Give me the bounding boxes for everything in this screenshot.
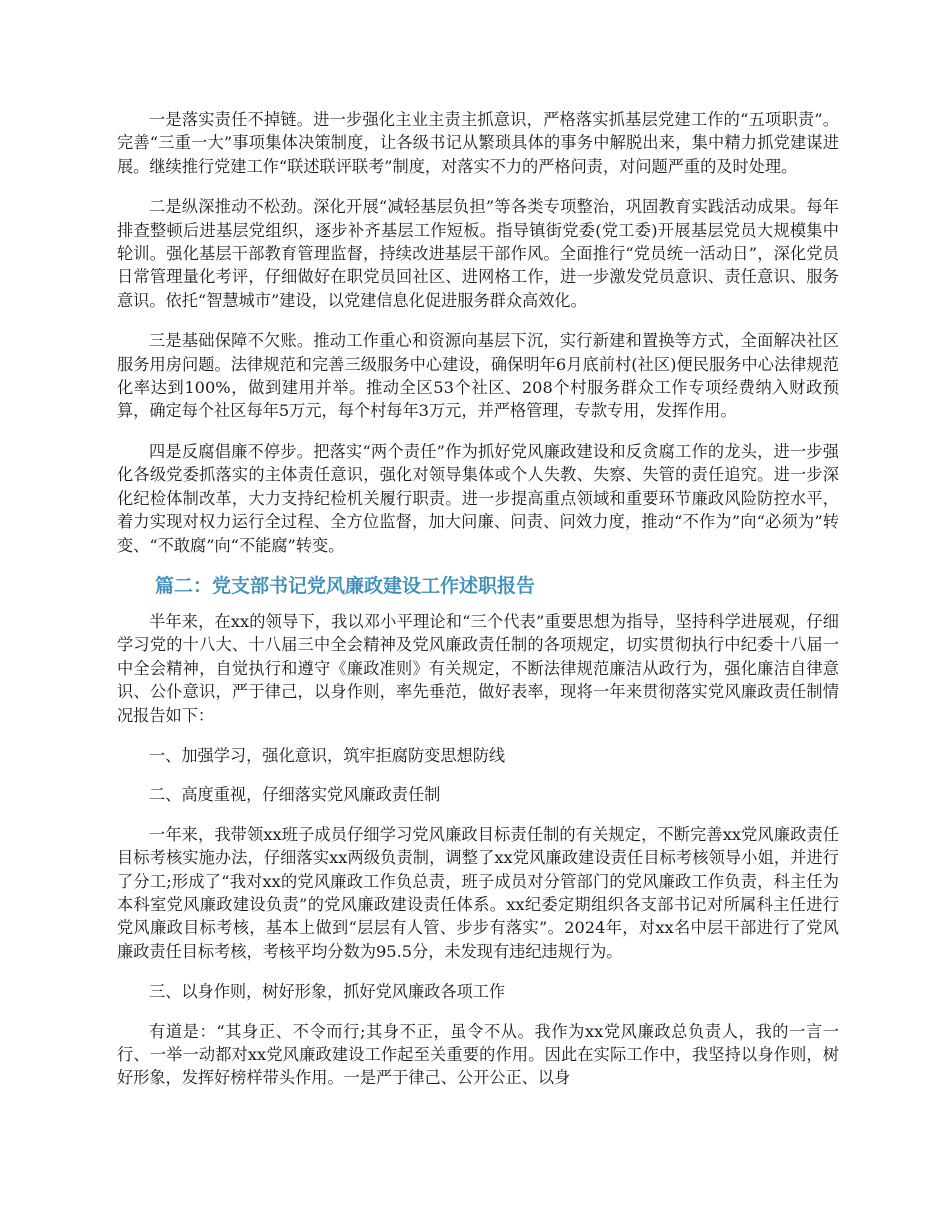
paragraph-example: 有道是：“其身正、不令而行;其身不正，虽令不从。我作为xx党风廉政总负责人，我的一言一行、一举一动都对xx党风廉政建设工作起至关重要的作用。因此在实际工作中，我坚持以身作则，树好形象，发挥好榜样带头作用。一是严于律己、公开公正、以身 [117,1021,839,1088]
paragraph-responsibility: 一是落实责任不掉链。进一步强化主业主责主抓意识，严格落实抓基层党建工作的“五项职责”。完善“三重一大”事项集体决策制度，让各级书记从繁琐具体的事务中解脱出来，集中精力抓党建谋进展。继续推行党建工作“联述联评联考”制度，对落实不力的严格问责，对问题严重的及时处理。 [117,110,839,176]
section-heading: 篇二：党支部书记党风廉政建设工作述职报告 [155,574,536,597]
paragraph-foundation: 三是基础保障不欠账。推动工作重心和资源向基层下沉，实行新建和置换等方式，全面解决社区服务用房问题。法律规范和完善三级服务中心建设，确保明年6月底前村(社区)便民服务中心法律规范化率达到100%，做到建用并举。推动全区53个社区、208个村服务群众工作专项经费纳入财政预算，确定每个社区每年5万元，每个村每年3万元，并严格管理，专款专用，发挥作用。 [117,331,839,421]
subheading-study: 一、加强学习，强化意识，筑牢拒腐防变思想防线 [149,745,506,765]
subheading-responsibility: 二、高度重视，仔细落实党风廉政责任制 [149,785,441,805]
paragraph-year-review: 一年来，我带领xx班子成员仔细学习党风廉政目标责任制的有关规定，不断完善xx党风廉政责任目标考核实施办法，仔细落实xx两级负责制，调整了xx党风廉政建设责任目标考核领导小姐，并进行了分工;形成了“我对xx的党风廉政工作负总责，班子成员对分管部门的党风廉政工作负责，科主任为本科室党风廉政建设负责”的党风廉政建设责任体系。xx纪委定期组织各支部书记对所属科主任进行党风廉政目标考核，基本上做到“层层有人管、步步有落实”。2024年，对xx名中层干部进行了党风廉政责任目标考核，考核平均分数为95.5分，未发现有违纪违规行为。 [117,824,839,961]
document-page [117,108,839,1107]
paragraph-deepening: 二是纵深推动不松劲。深化开展“减轻基层负担”等各类专项整治，巩固教育实践活动成果。每年排查整顿后进基层党组织，逐步补齐基层工作短板。指导镇街党委(党工委)开展基层党员大规模集中轮训。强化基层干部教育管理监督，持续改进基层干部作风。全面推行“党员统一活动日”，深化党员日常管理量化考评，仔细做好在职党员回社区、进网格工作，进一步激发党员意识、责任意识、服务意识。依托“智慧城市”建设，以党建信息化促进服务群众高效化。 [117,197,839,310]
paragraph-anticorruption: 四是反腐倡廉不停步。把落实“两个责任”作为抓好党风廉政建设和反贪腐工作的龙头，进一步强化各级党委抓落实的主体责任意识，强化对领导集体或个人失教、失察、失管的责任追究。进一步深化纪检体制改革，大力支持纪检机关履行职责。进一步提高重点领域和重要环节廉政风险防控水平，着力实现对权力运行全过程、全方位监督，加大问廉、问责、问效力度，推动“不作为”向“必须为”转变、“不敢腐”向“不能腐”转变。 [117,441,839,555]
subheading-example: 三、以身作则，树好形象，抓好党风廉政各项工作 [149,982,506,1002]
paragraph-intro: 半年来，在xx的领导下，我以邓小平理论和“三个代表”重要思想为指导，坚持科学进展观，仔细学习党的十八大、十八届三中全会精神及党风廉政责任制的各项规定，切实贯彻执行中纪委十八届一中全会精神，自觉执行和遵守《廉政准则》有关规定，不断法律规范廉洁从政行为，强化廉洁自律意识、公仆意识，严于律己，以身作则，率先垂范，做好表率，现将一年来贯彻落实党风廉政责任制情况报告如下： [117,611,839,725]
